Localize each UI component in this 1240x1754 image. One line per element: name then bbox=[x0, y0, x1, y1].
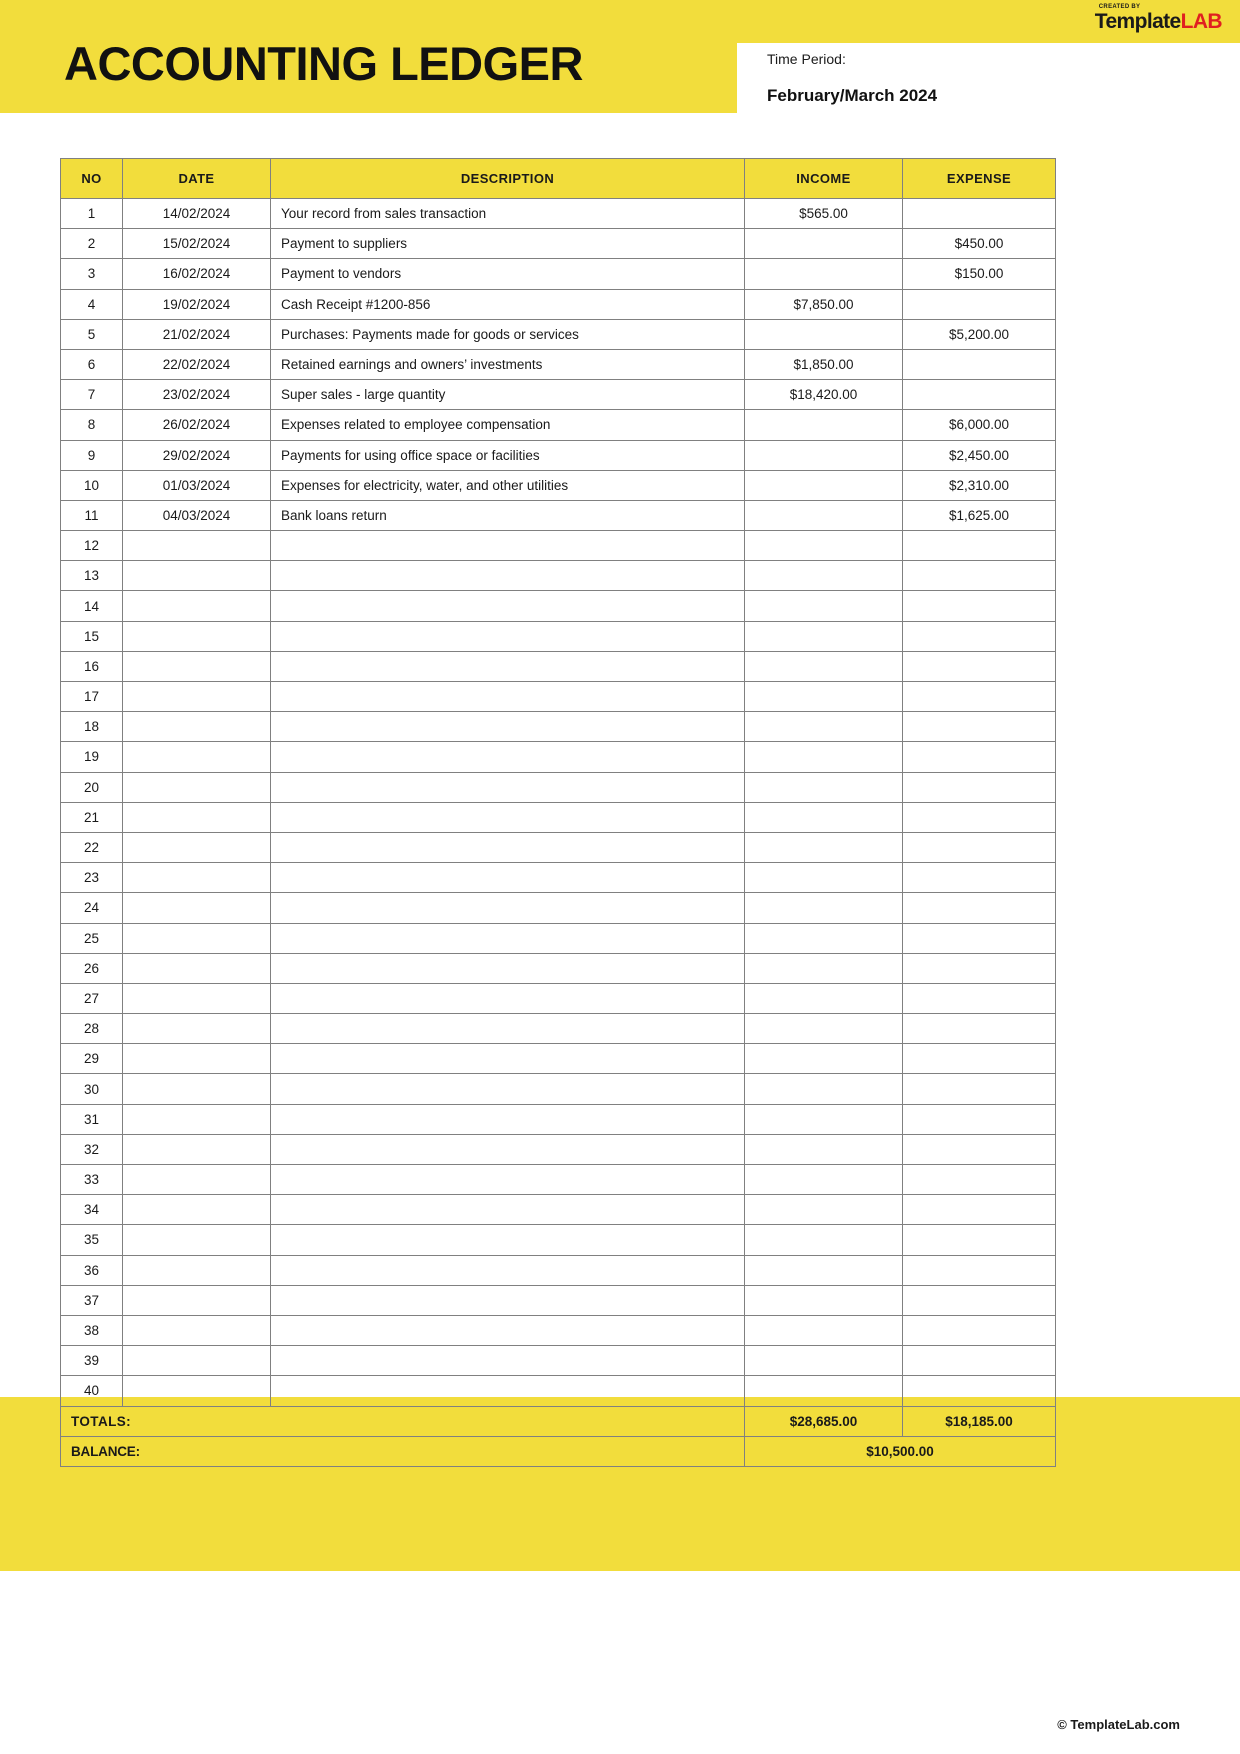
row-cell-date[interactable] bbox=[123, 591, 271, 621]
table-row bbox=[61, 561, 1056, 591]
row-cell-no: 35 bbox=[61, 1225, 123, 1255]
row-cell-expense[interactable] bbox=[903, 591, 1056, 621]
row-cell-date[interactable] bbox=[123, 832, 271, 862]
row-cell-no: 40 bbox=[61, 1376, 123, 1406]
row-cell-date[interactable] bbox=[123, 1255, 271, 1285]
row-cell-expense[interactable] bbox=[903, 1134, 1056, 1164]
table-row bbox=[61, 1074, 1056, 1104]
row-cell-no: 26 bbox=[61, 953, 123, 983]
row-cell-description[interactable]: Cash Receipt #1200-856 bbox=[271, 289, 745, 319]
row-cell-description[interactable] bbox=[271, 1285, 745, 1315]
row-cell-income[interactable] bbox=[745, 1376, 903, 1406]
row-cell-income[interactable] bbox=[745, 319, 903, 349]
table-row bbox=[61, 712, 1056, 742]
table-row bbox=[61, 1346, 1056, 1376]
row-cell-date[interactable]: 26/02/2024 bbox=[123, 410, 271, 440]
table-row bbox=[61, 1255, 1056, 1285]
row-cell-description[interactable] bbox=[271, 802, 745, 832]
row-cell-income[interactable] bbox=[745, 953, 903, 983]
row-cell-description[interactable] bbox=[271, 893, 745, 923]
row-cell-income[interactable] bbox=[745, 500, 903, 530]
row-cell-no: 30 bbox=[61, 1074, 123, 1104]
row-cell-income[interactable] bbox=[745, 1195, 903, 1225]
row-cell-description[interactable] bbox=[271, 923, 745, 953]
row-cell-expense[interactable] bbox=[903, 802, 1056, 832]
row-cell-income[interactable] bbox=[745, 802, 903, 832]
row-cell-expense[interactable] bbox=[903, 832, 1056, 862]
row-cell-date[interactable] bbox=[123, 1315, 271, 1345]
row-cell-income[interactable] bbox=[745, 651, 903, 681]
row-cell-description[interactable]: Payment to suppliers bbox=[271, 229, 745, 259]
row-cell-no: 29 bbox=[61, 1044, 123, 1074]
row-cell-date[interactable]: 29/02/2024 bbox=[123, 440, 271, 470]
ledger-table-body bbox=[61, 199, 1056, 1407]
totals-income-value: $28,685.00 bbox=[745, 1406, 903, 1436]
row-cell-date[interactable] bbox=[123, 923, 271, 953]
table-row bbox=[61, 380, 1056, 410]
row-cell-description[interactable] bbox=[271, 561, 745, 591]
row-cell-no: 33 bbox=[61, 1165, 123, 1195]
row-cell-income[interactable]: $1,850.00 bbox=[745, 349, 903, 379]
ledger-table-footer bbox=[61, 1406, 1056, 1466]
table-row bbox=[61, 1044, 1056, 1074]
row-cell-date[interactable] bbox=[123, 742, 271, 772]
table-row bbox=[61, 1225, 1056, 1255]
totals-expense-value: $18,185.00 bbox=[903, 1406, 1056, 1436]
row-cell-expense[interactable] bbox=[903, 682, 1056, 712]
row-cell-expense[interactable] bbox=[903, 1014, 1056, 1044]
row-cell-income[interactable]: $565.00 bbox=[745, 199, 903, 229]
row-cell-income[interactable] bbox=[745, 712, 903, 742]
row-cell-date[interactable] bbox=[123, 651, 271, 681]
row-cell-income[interactable] bbox=[745, 1346, 903, 1376]
row-cell-date[interactable] bbox=[123, 561, 271, 591]
table-row bbox=[61, 591, 1056, 621]
row-cell-description[interactable]: Expenses related to employee compensation bbox=[271, 410, 745, 440]
row-cell-date[interactable] bbox=[123, 1044, 271, 1074]
table-row bbox=[61, 1104, 1056, 1134]
logo-wordmark bbox=[1095, 11, 1222, 32]
row-cell-expense[interactable] bbox=[903, 1044, 1056, 1074]
row-cell-description[interactable] bbox=[271, 1225, 745, 1255]
row-cell-expense[interactable]: $2,310.00 bbox=[903, 470, 1056, 500]
row-cell-expense[interactable] bbox=[903, 561, 1056, 591]
row-cell-expense[interactable] bbox=[903, 742, 1056, 772]
row-cell-date[interactable] bbox=[123, 893, 271, 923]
table-row bbox=[61, 289, 1056, 319]
row-cell-expense[interactable] bbox=[903, 531, 1056, 561]
row-cell-no: 8 bbox=[61, 410, 123, 440]
row-cell-description[interactable] bbox=[271, 983, 745, 1013]
table-row bbox=[61, 1014, 1056, 1044]
header-row bbox=[61, 159, 1056, 199]
row-cell-date[interactable]: 22/02/2024 bbox=[123, 349, 271, 379]
row-cell-no: 1 bbox=[61, 199, 123, 229]
row-cell-no: 13 bbox=[61, 561, 123, 591]
row-cell-income[interactable] bbox=[745, 410, 903, 440]
row-cell-description[interactable] bbox=[271, 1255, 745, 1285]
row-cell-description[interactable] bbox=[271, 863, 745, 893]
row-cell-expense[interactable] bbox=[903, 1225, 1056, 1255]
row-cell-date[interactable] bbox=[123, 953, 271, 983]
row-cell-income[interactable] bbox=[745, 531, 903, 561]
table-row bbox=[61, 893, 1056, 923]
row-cell-no: 28 bbox=[61, 1014, 123, 1044]
table-row bbox=[61, 1165, 1056, 1195]
table-row bbox=[61, 410, 1056, 440]
row-cell-description[interactable] bbox=[271, 712, 745, 742]
row-cell-date[interactable]: 04/03/2024 bbox=[123, 500, 271, 530]
table-row bbox=[61, 349, 1056, 379]
row-cell-income[interactable] bbox=[745, 259, 903, 289]
table-row bbox=[61, 1285, 1056, 1315]
row-cell-income[interactable] bbox=[745, 983, 903, 1013]
logo-lab-text: LAB bbox=[1180, 10, 1222, 33]
row-cell-no: 5 bbox=[61, 319, 123, 349]
row-cell-expense[interactable] bbox=[903, 349, 1056, 379]
row-cell-expense[interactable] bbox=[903, 1195, 1056, 1225]
balance-label: BALANCE: bbox=[61, 1436, 745, 1466]
row-cell-expense[interactable]: $450.00 bbox=[903, 229, 1056, 259]
row-cell-date[interactable]: 19/02/2024 bbox=[123, 289, 271, 319]
row-cell-expense[interactable] bbox=[903, 1376, 1056, 1406]
ledger-table-container bbox=[60, 158, 1055, 1467]
row-cell-expense[interactable] bbox=[903, 1165, 1056, 1195]
row-cell-description[interactable] bbox=[271, 1104, 745, 1134]
row-cell-income[interactable] bbox=[745, 1074, 903, 1104]
row-cell-no: 7 bbox=[61, 380, 123, 410]
row-cell-no: 10 bbox=[61, 470, 123, 500]
row-cell-expense[interactable] bbox=[903, 983, 1056, 1013]
row-cell-income[interactable] bbox=[745, 772, 903, 802]
row-cell-date[interactable] bbox=[123, 983, 271, 1013]
row-cell-income[interactable] bbox=[745, 1225, 903, 1255]
row-cell-no: 34 bbox=[61, 1195, 123, 1225]
ledger-table bbox=[60, 158, 1056, 1467]
row-cell-income[interactable] bbox=[745, 229, 903, 259]
row-cell-description[interactable] bbox=[271, 1315, 745, 1345]
row-cell-description[interactable] bbox=[271, 772, 745, 802]
row-cell-date[interactable] bbox=[123, 712, 271, 742]
row-cell-no: 25 bbox=[61, 923, 123, 953]
row-cell-date[interactable] bbox=[123, 1104, 271, 1134]
table-row bbox=[61, 1376, 1056, 1406]
row-cell-date[interactable] bbox=[123, 772, 271, 802]
row-cell-description[interactable] bbox=[271, 1044, 745, 1074]
table-row bbox=[61, 983, 1056, 1013]
row-cell-no: 20 bbox=[61, 772, 123, 802]
row-cell-expense[interactable] bbox=[903, 712, 1056, 742]
row-cell-description[interactable]: Retained earnings and owners’ investments bbox=[271, 349, 745, 379]
row-cell-expense[interactable] bbox=[903, 863, 1056, 893]
row-cell-no: 15 bbox=[61, 621, 123, 651]
table-row bbox=[61, 1195, 1056, 1225]
row-cell-date[interactable]: 23/02/2024 bbox=[123, 380, 271, 410]
row-cell-no: 3 bbox=[61, 259, 123, 289]
table-row bbox=[61, 229, 1056, 259]
row-cell-expense[interactable]: $6,000.00 bbox=[903, 410, 1056, 440]
page-title: ACCOUNTING LEDGER bbox=[64, 37, 583, 90]
row-cell-expense[interactable] bbox=[903, 953, 1056, 983]
row-cell-description[interactable] bbox=[271, 1376, 745, 1406]
row-cell-income[interactable] bbox=[745, 863, 903, 893]
row-cell-no: 31 bbox=[61, 1104, 123, 1134]
balance-value: $10,500.00 bbox=[745, 1436, 1056, 1466]
row-cell-income[interactable] bbox=[745, 742, 903, 772]
row-cell-income[interactable] bbox=[745, 1315, 903, 1345]
balance-row bbox=[61, 1436, 1056, 1466]
row-cell-no: 4 bbox=[61, 289, 123, 319]
row-cell-date[interactable]: 15/02/2024 bbox=[123, 229, 271, 259]
row-cell-description[interactable]: Payment to vendors bbox=[271, 259, 745, 289]
row-cell-no: 11 bbox=[61, 500, 123, 530]
table-row bbox=[61, 259, 1056, 289]
row-cell-no: 9 bbox=[61, 440, 123, 470]
row-cell-no: 12 bbox=[61, 531, 123, 561]
row-cell-expense[interactable] bbox=[903, 1255, 1056, 1285]
row-cell-no: 36 bbox=[61, 1255, 123, 1285]
row-cell-date[interactable] bbox=[123, 1014, 271, 1044]
table-row bbox=[61, 1134, 1056, 1164]
row-cell-expense[interactable]: $150.00 bbox=[903, 259, 1056, 289]
row-cell-no: 18 bbox=[61, 712, 123, 742]
row-cell-description[interactable] bbox=[271, 1134, 745, 1164]
row-cell-date[interactable] bbox=[123, 1074, 271, 1104]
table-row bbox=[61, 621, 1056, 651]
row-cell-income[interactable] bbox=[745, 1104, 903, 1134]
row-cell-date[interactable] bbox=[123, 531, 271, 561]
row-cell-description[interactable] bbox=[271, 1074, 745, 1104]
time-period-value[interactable]: February/March 2024 bbox=[767, 86, 938, 105]
row-cell-date[interactable] bbox=[123, 1285, 271, 1315]
table-row bbox=[61, 953, 1056, 983]
row-cell-date[interactable]: 14/02/2024 bbox=[123, 199, 271, 229]
row-cell-income[interactable] bbox=[745, 561, 903, 591]
row-cell-description[interactable]: Super sales - large quantity bbox=[271, 380, 745, 410]
row-cell-no: 37 bbox=[61, 1285, 123, 1315]
row-cell-expense[interactable] bbox=[903, 893, 1056, 923]
table-row bbox=[61, 199, 1056, 229]
row-cell-income[interactable] bbox=[745, 470, 903, 500]
row-cell-expense[interactable]: $1,625.00 bbox=[903, 500, 1056, 530]
row-cell-expense[interactable] bbox=[903, 380, 1056, 410]
row-cell-date[interactable] bbox=[123, 802, 271, 832]
row-cell-expense[interactable] bbox=[903, 1074, 1056, 1104]
row-cell-date[interactable] bbox=[123, 621, 271, 651]
row-cell-date[interactable]: 21/02/2024 bbox=[123, 319, 271, 349]
row-cell-income[interactable] bbox=[745, 682, 903, 712]
row-cell-no: 24 bbox=[61, 893, 123, 923]
table-row bbox=[61, 319, 1056, 349]
row-cell-expense[interactable] bbox=[903, 923, 1056, 953]
column-header-description: DESCRIPTION bbox=[271, 159, 745, 199]
row-cell-date[interactable] bbox=[123, 1134, 271, 1164]
row-cell-date[interactable] bbox=[123, 682, 271, 712]
row-cell-description[interactable] bbox=[271, 1165, 745, 1195]
row-cell-description[interactable]: Your record from sales transaction bbox=[271, 199, 745, 229]
logo-template-text: Template bbox=[1094, 10, 1181, 33]
row-cell-description[interactable]: Bank loans return bbox=[271, 500, 745, 530]
table-row bbox=[61, 682, 1056, 712]
row-cell-income[interactable] bbox=[745, 621, 903, 651]
row-cell-date[interactable] bbox=[123, 1195, 271, 1225]
row-cell-income[interactable]: $7,850.00 bbox=[745, 289, 903, 319]
row-cell-expense[interactable] bbox=[903, 1104, 1056, 1134]
row-cell-income[interactable] bbox=[745, 440, 903, 470]
table-row bbox=[61, 1315, 1056, 1345]
row-cell-no: 19 bbox=[61, 742, 123, 772]
row-cell-expense[interactable]: $2,450.00 bbox=[903, 440, 1056, 470]
row-cell-expense[interactable] bbox=[903, 621, 1056, 651]
row-cell-description[interactable] bbox=[271, 1195, 745, 1225]
row-cell-date[interactable] bbox=[123, 863, 271, 893]
row-cell-income[interactable] bbox=[745, 1044, 903, 1074]
row-cell-date[interactable] bbox=[123, 1376, 271, 1406]
logo-created-by-label: CREATED BY bbox=[1098, 4, 1141, 10]
row-cell-expense[interactable] bbox=[903, 651, 1056, 681]
templatelab-logo bbox=[1095, 4, 1222, 32]
table-row bbox=[61, 440, 1056, 470]
row-cell-description[interactable] bbox=[271, 742, 745, 772]
column-header-expense: EXPENSE bbox=[903, 159, 1056, 199]
document-header bbox=[0, 0, 1240, 121]
row-cell-expense[interactable] bbox=[903, 1346, 1056, 1376]
row-cell-date[interactable]: 16/02/2024 bbox=[123, 259, 271, 289]
table-row bbox=[61, 863, 1056, 893]
time-period-label: Time Period: bbox=[767, 51, 846, 67]
time-period-box bbox=[745, 43, 988, 121]
row-cell-income[interactable] bbox=[745, 591, 903, 621]
table-row bbox=[61, 832, 1056, 862]
column-header-date: DATE bbox=[123, 159, 271, 199]
row-cell-income[interactable] bbox=[745, 1285, 903, 1315]
row-cell-income[interactable]: $18,420.00 bbox=[745, 380, 903, 410]
row-cell-income[interactable] bbox=[745, 1014, 903, 1044]
row-cell-description[interactable] bbox=[271, 1346, 745, 1376]
row-cell-description[interactable] bbox=[271, 651, 745, 681]
row-cell-no: 22 bbox=[61, 832, 123, 862]
totals-label: TOTALS: bbox=[61, 1406, 745, 1436]
row-cell-date[interactable] bbox=[123, 1225, 271, 1255]
table-row bbox=[61, 742, 1056, 772]
row-cell-expense[interactable] bbox=[903, 1315, 1056, 1345]
row-cell-description[interactable] bbox=[271, 832, 745, 862]
row-cell-date[interactable] bbox=[123, 1346, 271, 1376]
row-cell-date[interactable]: 01/03/2024 bbox=[123, 470, 271, 500]
row-cell-income[interactable] bbox=[745, 1165, 903, 1195]
row-cell-income[interactable] bbox=[745, 923, 903, 953]
row-cell-no: 16 bbox=[61, 651, 123, 681]
table-row bbox=[61, 772, 1056, 802]
table-row bbox=[61, 802, 1056, 832]
column-header-income: INCOME bbox=[745, 159, 903, 199]
row-cell-description[interactable]: Purchases: Payments made for goods or services bbox=[271, 319, 745, 349]
row-cell-date[interactable] bbox=[123, 1165, 271, 1195]
row-cell-no: 32 bbox=[61, 1134, 123, 1164]
row-cell-no: 27 bbox=[61, 983, 123, 1013]
row-cell-income[interactable] bbox=[745, 1134, 903, 1164]
row-cell-description[interactable]: Payments for using office space or facilities bbox=[271, 440, 745, 470]
footer-copyright: © TemplateLab.com bbox=[1057, 1717, 1180, 1732]
footer-background bbox=[0, 1571, 1240, 1754]
row-cell-expense[interactable] bbox=[903, 1285, 1056, 1315]
row-cell-no: 2 bbox=[61, 229, 123, 259]
row-cell-income[interactable] bbox=[745, 832, 903, 862]
totals-row bbox=[61, 1406, 1056, 1436]
row-cell-no: 21 bbox=[61, 802, 123, 832]
row-cell-description[interactable] bbox=[271, 1014, 745, 1044]
row-cell-no: 39 bbox=[61, 1346, 123, 1376]
row-cell-description[interactable] bbox=[271, 531, 745, 561]
row-cell-no: 17 bbox=[61, 682, 123, 712]
row-cell-expense[interactable]: $5,200.00 bbox=[903, 319, 1056, 349]
row-cell-expense[interactable] bbox=[903, 289, 1056, 319]
row-cell-description[interactable] bbox=[271, 682, 745, 712]
row-cell-no: 38 bbox=[61, 1315, 123, 1345]
row-cell-no: 6 bbox=[61, 349, 123, 379]
row-cell-no: 14 bbox=[61, 591, 123, 621]
row-cell-description[interactable]: Expenses for electricity, water, and other utilities bbox=[271, 470, 745, 500]
table-row bbox=[61, 923, 1056, 953]
table-row bbox=[61, 470, 1056, 500]
row-cell-income[interactable] bbox=[745, 1255, 903, 1285]
column-header-no: NO bbox=[61, 159, 123, 199]
table-row bbox=[61, 531, 1056, 561]
row-cell-income[interactable] bbox=[745, 893, 903, 923]
row-cell-expense[interactable] bbox=[903, 199, 1056, 229]
row-cell-no: 23 bbox=[61, 863, 123, 893]
table-row bbox=[61, 651, 1056, 681]
row-cell-description[interactable] bbox=[271, 953, 745, 983]
row-cell-description[interactable] bbox=[271, 591, 745, 621]
row-cell-expense[interactable] bbox=[903, 772, 1056, 802]
table-row bbox=[61, 500, 1056, 530]
ledger-table-header bbox=[61, 159, 1056, 199]
row-cell-description[interactable] bbox=[271, 621, 745, 651]
